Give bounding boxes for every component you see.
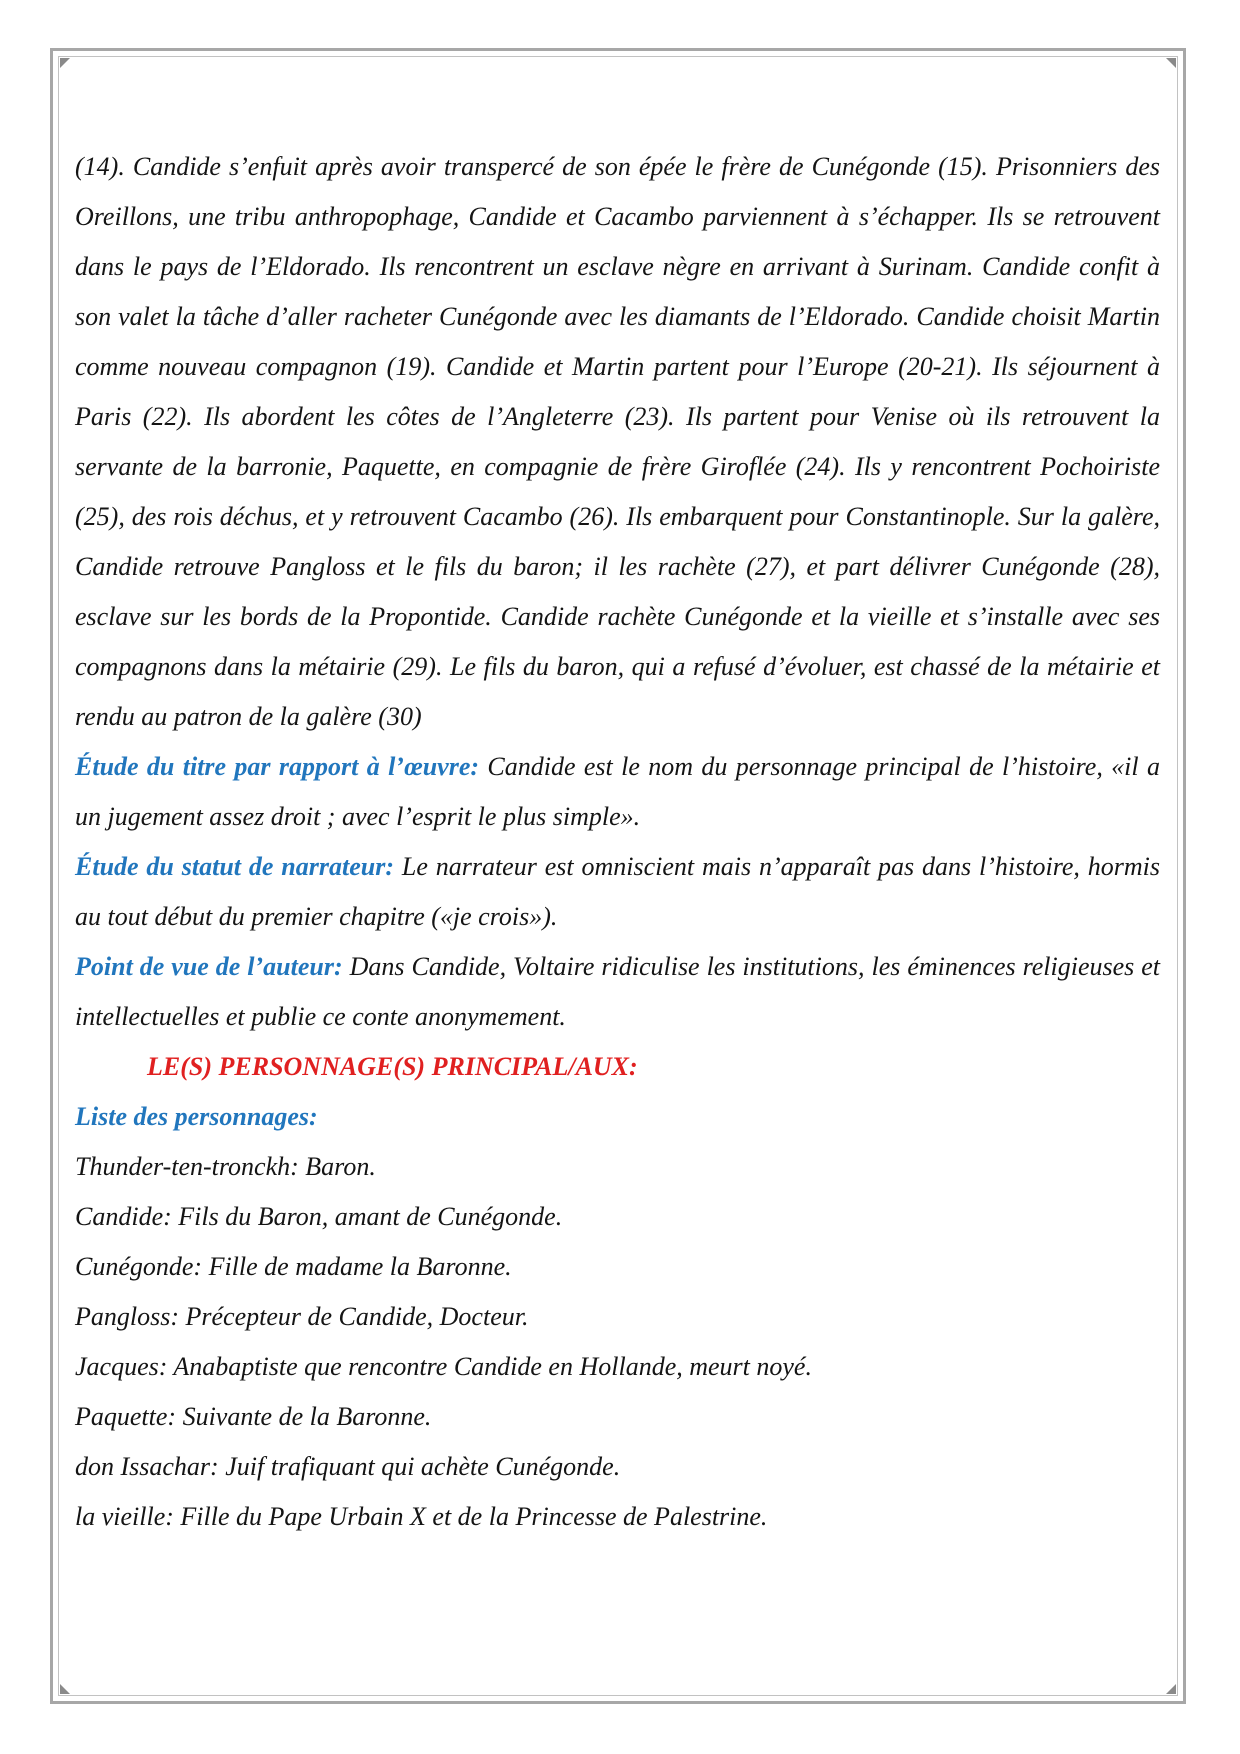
corner-ornament-top-left bbox=[60, 58, 70, 68]
list-item: Cunégonde: Fille de madame la Baronne. bbox=[75, 1252, 512, 1281]
list-item: Thunder-ten-tronckh: Baron. bbox=[75, 1152, 376, 1181]
list-item: Paquette: Suivante de la Baronne. bbox=[75, 1402, 432, 1431]
character-list-heading: Liste des personnages: bbox=[75, 1102, 318, 1131]
section-label: Point de vue de l’auteur: bbox=[75, 952, 343, 981]
section-narrator-status bbox=[75, 842, 1160, 942]
section-text: Dans Candide, Voltaire ridiculise les institutions, les éminences religieuses et intellectuelles et publie ce conte anonymement. bbox=[75, 952, 1160, 1031]
section-label: Étude du statut de narrateur: bbox=[75, 852, 394, 881]
list-item: Pangloss: Précepteur de Candide, Docteur. bbox=[75, 1302, 529, 1331]
corner-ornament-bottom-right bbox=[1166, 1684, 1176, 1694]
section-text: Candide est le nom du personnage principal de l’histoire, «il a un jugement assez droit ; avec l’esprit le plus simple». bbox=[75, 752, 1160, 831]
section-author-viewpoint bbox=[75, 942, 1160, 1042]
main-characters-heading: LE(S) PERSONNAGE(S) PRINCIPAL/AUX: bbox=[147, 1052, 638, 1081]
section-text: Le narrateur est omniscient mais n’apparaît pas dans l’histoire, hormis au tout début du premier chapitre («je crois»). bbox=[75, 852, 1160, 931]
section-title-study bbox=[75, 742, 1160, 842]
summary-paragraph: (14). Candide s’enfuit après avoir transpercé de son épée le frère de Cunégonde (15). Prisonniers des Oreillons, une tribu anthropophage, Candide et Cacambo parviennent à s’échapper. Ils se retrouvent dans le pays de l’Eldorado. Ils rencontrent un esclave nègre en arrivant à Surinam. Candide confit à son valet la tâche d’aller racheter Cunégonde avec les diamants de l’Eldorado. Candide choisit Martin comme nouveau compagnon (19). Candide et Martin partent pour l’Europe (20-21). Ils séjournent à Paris (22). Ils abordent les côtes de l’Angleterre (23). Ils partent pour Venise où ils retrouvent la servante de la barronie, Paquette, en compagnie de frère Giroflée (24). Ils y rencontrent Pochoiriste (25), des rois déchus, et y retrouvent Cacambo (26). Ils embarquent pour Constantinople. Sur la galère, Candide retrouve Pangloss et le fils du baron; il les rachète (27), et part délivrer Cunégonde (28), esclave sur les bords de la Propontide. Candide rachète Cunégonde et la vieille et s’installe avec ses compagnons dans la métairie (29). Le fils du baron, qui a refusé d’évoluer, est chassé de la métairie et rendu au patron de la galère (30) bbox=[75, 152, 1160, 731]
list-item: don Issachar: Juif trafiquant qui achète Cunégonde. bbox=[75, 1452, 621, 1481]
document-body bbox=[75, 142, 1160, 1542]
section-label: Étude du titre par rapport à l’œuvre: bbox=[75, 752, 480, 781]
list-item: la vieille: Fille du Pape Urbain X et de la Princesse de Palestrine. bbox=[75, 1502, 768, 1531]
corner-ornament-bottom-left bbox=[60, 1684, 70, 1694]
character-list bbox=[75, 1142, 1160, 1542]
corner-ornament-top-right bbox=[1166, 58, 1176, 68]
list-item: Candide: Fils du Baron, amant de Cunégonde. bbox=[75, 1202, 563, 1231]
list-item: Jacques: Anabaptiste que rencontre Candide en Hollande, meurt noyé. bbox=[75, 1352, 812, 1381]
